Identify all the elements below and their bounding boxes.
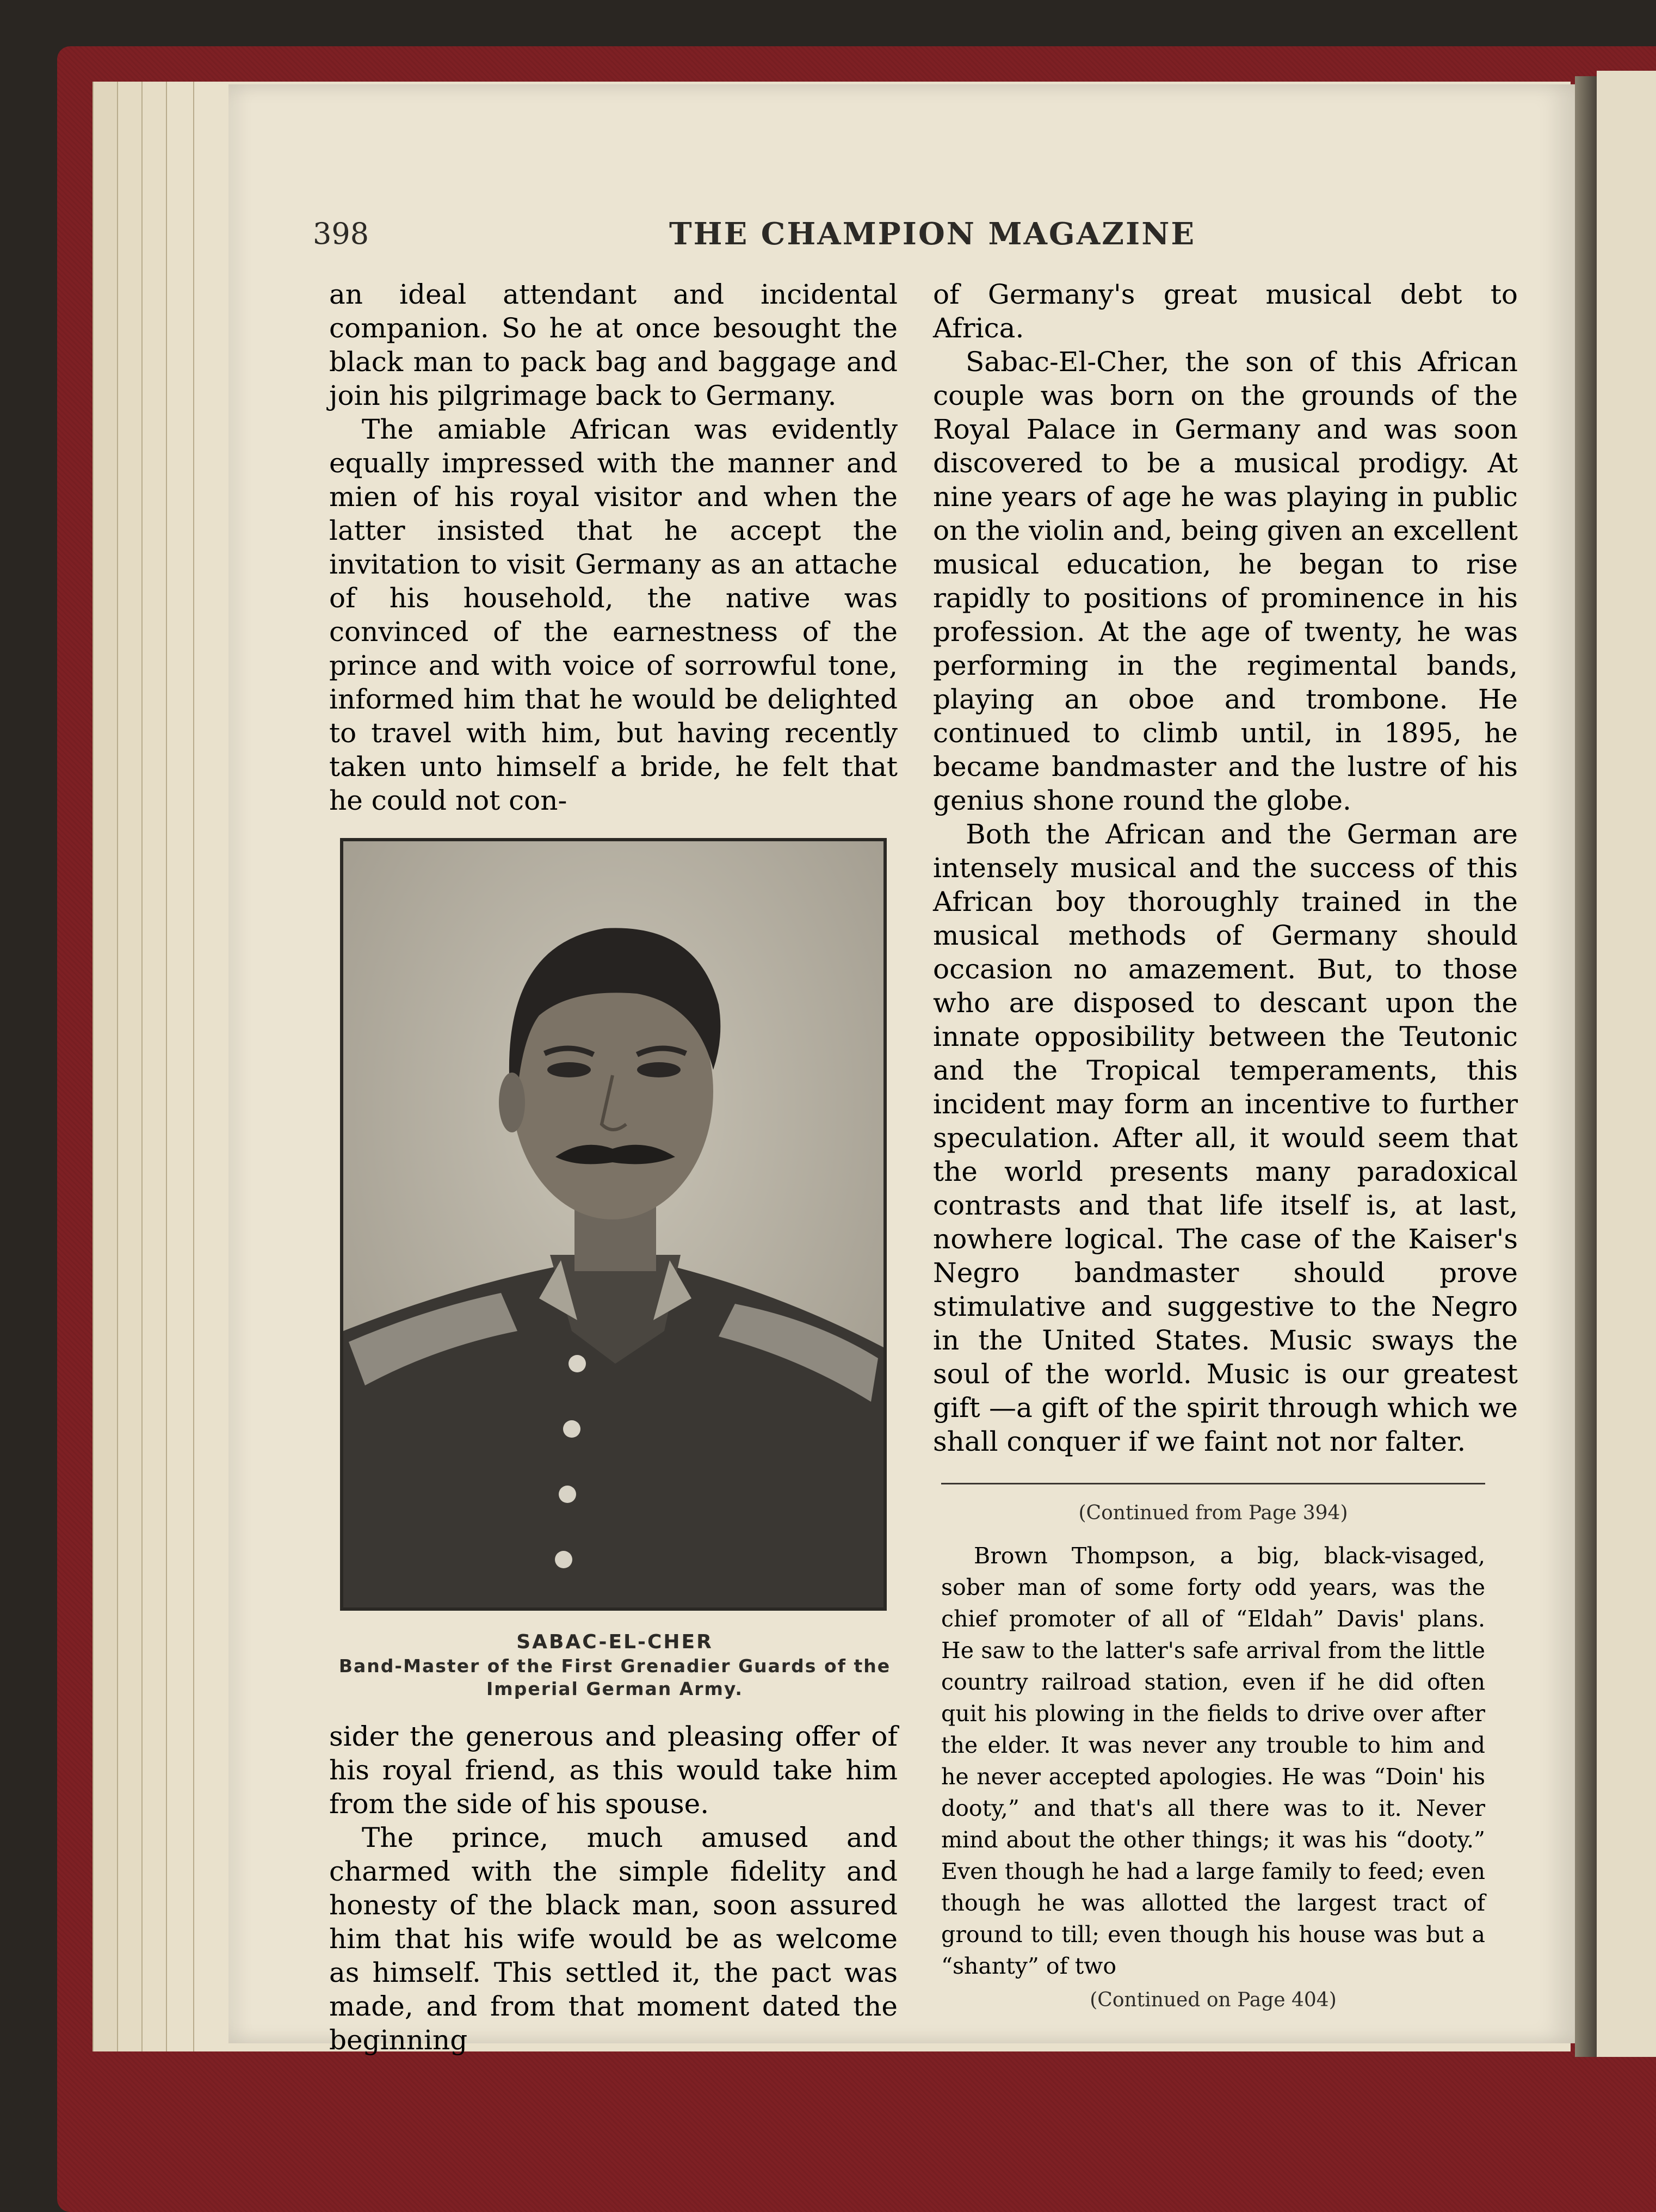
portrait-photo bbox=[340, 838, 887, 1611]
paragraph: sider the generous and pleasing offer of his royal friend, as this would take him from the side of his spouse. bbox=[329, 1721, 898, 1820]
photo-caption bbox=[316, 1630, 914, 1700]
continued-from-note: (Continued from Page 394) bbox=[1078, 1502, 1348, 1524]
paragraph: Brown Thompson, a big, black-visaged, sober man of some forty odd years, was the chief promoter of all of “Eldah” Davis' plans. He saw to the latter's safe arrival from the little country railroad station, even if he did often quit his plowing in the fields to drive over after the elder. It was never any trouble to him and he never accepted apologies. He was “Doin' his dooty,” and that's all there was to it. Never mind about the other things; it was his “dooty.” Even though he had a large family to feed; even though he was allotted the largest tract of ground to till; even though his house was but a “shanty” of two bbox=[941, 1543, 1485, 1979]
paragraph: The prince, much amused and charmed with the simple fidelity and honesty of the black man, soon assured him that his wife would be as welcome as himself. This settled it, the pact was made, and from that moment dated the beginning bbox=[329, 1822, 898, 2056]
caption-description: Band-Master of the First Grenadier Guards of the Imperial German Army. bbox=[338, 1655, 891, 1699]
section-divider bbox=[941, 1483, 1485, 1484]
left-column-bottom bbox=[329, 1720, 898, 2057]
page-number: 398 bbox=[313, 217, 369, 251]
paragraph: of Germany's great musical debt to Africa. bbox=[933, 279, 1518, 344]
magazine-title: THE CHAMPION MAGAZINE bbox=[669, 216, 1196, 252]
facing-page-edge bbox=[1597, 71, 1656, 2057]
continued-section bbox=[941, 1540, 1485, 1982]
continued-on-note: (Continued on Page 404) bbox=[1090, 1989, 1337, 2011]
caption-name: SABAC-EL-CHER bbox=[516, 1631, 713, 1653]
paragraph: Sabac-El-Cher, the son of this African couple was born on the grounds of the Royal Palace in Germany and was soon discovered to be a musical prodigy. At nine years of age he was playing in public on the violin and, being given an excellent musical education, he began to rise rapidly to positions of prominence in his profession. At the age of twenty, he was performing in the regimental bands, playing an oboe and trombone. He continued to climb until, in 1895, he became bandmaster and the lustre of his genius shone round the globe. bbox=[933, 346, 1518, 816]
book-gutter bbox=[1575, 76, 1597, 2057]
paragraph: The amiable African was evidently equally impressed with the manner and mien of his royal visitor and when the latter insisted that he accept the invitation to visit Germany as an attache of his household, the native was convinced of the earnestness of the prince and with voice of sorrowful tone, informed him that he would be delighted to travel with him, but having recently taken unto himself a bride, he felt that he could not con- bbox=[329, 414, 898, 816]
paragraph: Both the African and the German are intensely musical and the success of this African boy thoroughly trained in the musical methods of Germany should occasion no amazement. But, to those who are disposed to descant upon the innate opposibility between the Teutonic and the Tropical temperaments, this incident may form an incentive to further speculation. After all, it would seem that the world presents many paradoxical contrasts and that life itself is, at last, nowhere logical. The case of the Kaiser's Negro bandmaster should prove stimulative and suggestive to the Negro in the United States. Music sways the soul of the world. Music is our greatest gift —a gift of the spirit through which we shall conquer if we faint not nor falter. bbox=[933, 818, 1518, 1457]
right-column bbox=[933, 278, 1518, 1458]
portrait-illustration bbox=[343, 841, 883, 1607]
paragraph: an ideal attendant and incidental companion. So he at once besought the black man to pack bag and baggage and join his pilgrimage back to Germany. bbox=[329, 279, 898, 411]
left-column-top bbox=[329, 278, 898, 817]
